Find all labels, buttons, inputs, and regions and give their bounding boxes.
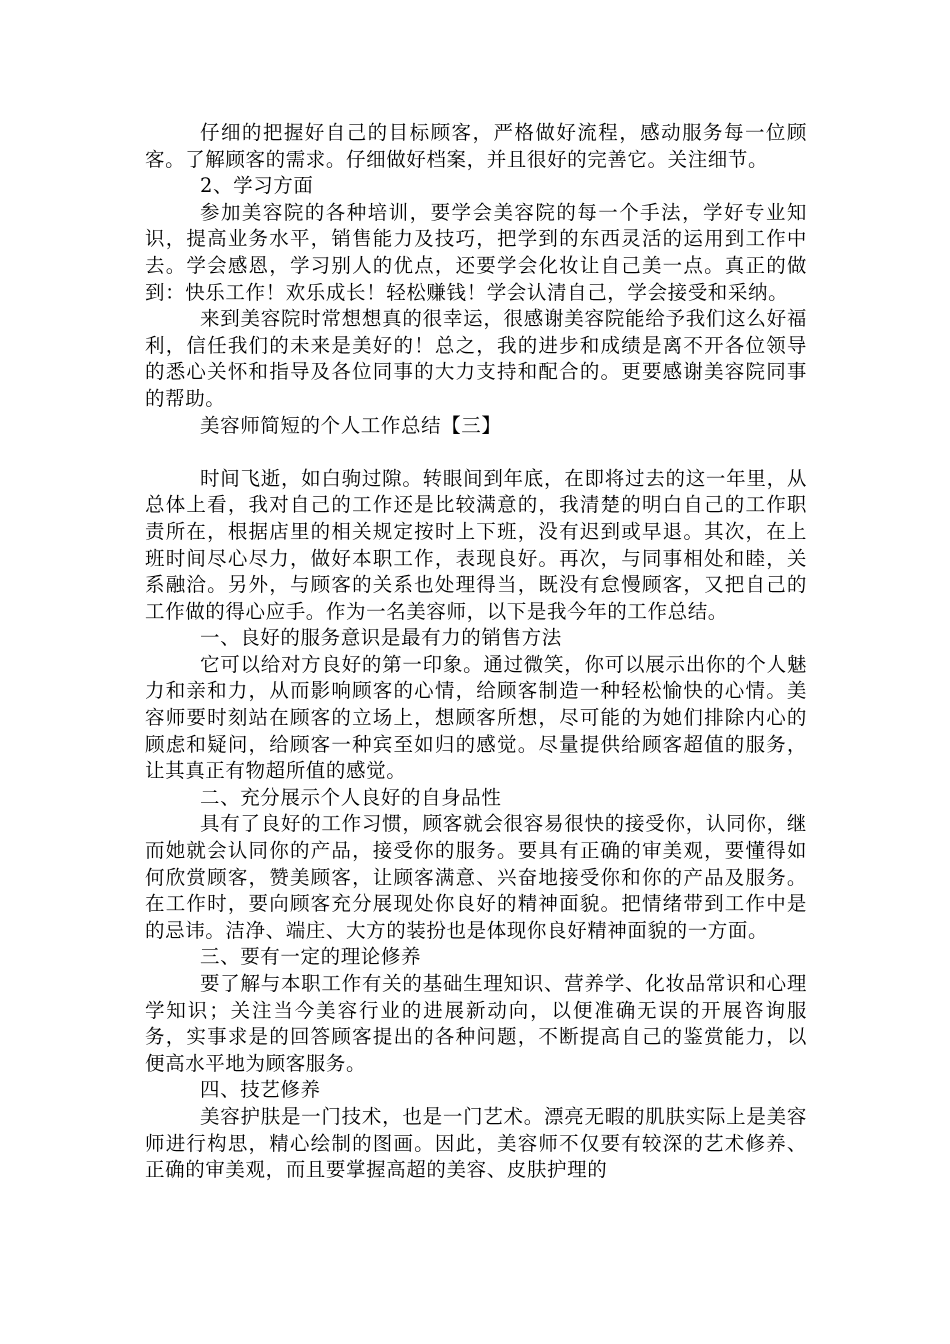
paragraph-work-habits: 具有了良好的工作习惯，顾客就会很容易很快的接受你，认同你，继而她就会认同你的产品，接受你的服务。要具有正确的审美观，要懂得如何欣赏顾客，赞美顾客，让顾客满意、兴奋地接受你和你的产品及服务。在工作时，要向顾客充分展现处你良好的精神面貌。把情绪带到工作中是的忌讳。洁净、端庄、大方的装扮也是体现你良好精神面貌的一方面。 [145,812,807,942]
document-page [145,120,807,1184]
paragraph-customer-service: 仔细的把握好自己的目标顾客，严格做好流程，感动服务每一位顾客。了解顾客的需求。仔细做好档案，并且很好的完善它。关注细节。 [145,121,807,171]
heading-service-awareness: 一、良好的服务意识是最有力的销售方法 [200,626,562,650]
paragraph-first-impression: 它可以给对方良好的第一印象。通过微笑，你可以展示出你的个人魅力和亲和力，从而影响顾客的心情，给顾客制造一种轻松愉快的心情。美容师要时刻站在顾客的立场上，想顾客所想，尽可能的为她们排除内心的顾虑和疑问，给顾客一种宾至如归的感觉。尽量提供给顾客超值的服务，让其真正有物超所值的感觉。 [145,652,807,783]
paragraph-knowledge: 要了解与本职工作有关的基础生理知识、营养学、化妆品常识和心理学知识；关注当今美容行业的进展新动向，以便准确无误的开展咨询服务，实事求是的回答顾客提出的各种问题，不断提高自己的鉴赏能力，以便高水平地为顾客服务。 [145,972,807,1075]
paragraph-gratitude: 来到美容院时常想想真的很幸运，很感谢美容院能给予我们这么好福利，信任我们的未来是美好的！总之，我的进步和成绩是离不开各位领导的悉心关怀和指导及各位同事的大力支持和配合的。更要感谢美容院同事的帮助。 [145,307,807,410]
paragraph-art: 美容护肤是一门技术，也是一门艺术。漂亮无暇的肌肤实际上是美容师进行构思，精心绘制的图画。因此，美容师不仅要有较深的艺术修养、正确的审美观，而且要掌握高超的美容、皮肤护理的 [145,1104,807,1182]
heading-skills: 四、技艺修养 [200,1078,321,1102]
heading-theory: 三、要有一定的理论修养 [200,945,422,969]
paragraph-training: 参加美容院的各种培训，要学会美容院的每一个手法，学好专业知识，提高业务水平，销售能力及技巧，把学到的东西灵活的运用到工作中去。学会感恩，学习别人的优点，还要学会化妆让自己美一点。真正的做到：快乐工作！欢乐成长！轻松赚钱！学会认清自己，学会接受和采纳。 [145,200,807,304]
paragraph-year-review: 时间飞逝，如白驹过隙。转眼间到年底，在即将过去的这一年里，从总体上看，我对自己的工作还是比较满意的，我清楚的明白自己的工作职责所在，根据店里的相关规定按时上下班，没有迟到或早退。其次，在上班时间尽心尽力，做好本职工作，表现良好。再次，与同事相处和睦，关系融洽。另外，与顾客的关系也处理得当，既没有怠慢顾客，又把自己的工作做的得心应手。作为一名美容师，以下是我今年的工作总结。 [145,466,807,623]
section-title-summary-three: 美容师简短的个人工作总结【三】 [200,413,502,437]
heading-study: 2、学习方面 [200,174,314,198]
heading-personal-quality: 二、充分展示个人良好的自身品性 [200,785,502,809]
blank-line [145,439,807,466]
